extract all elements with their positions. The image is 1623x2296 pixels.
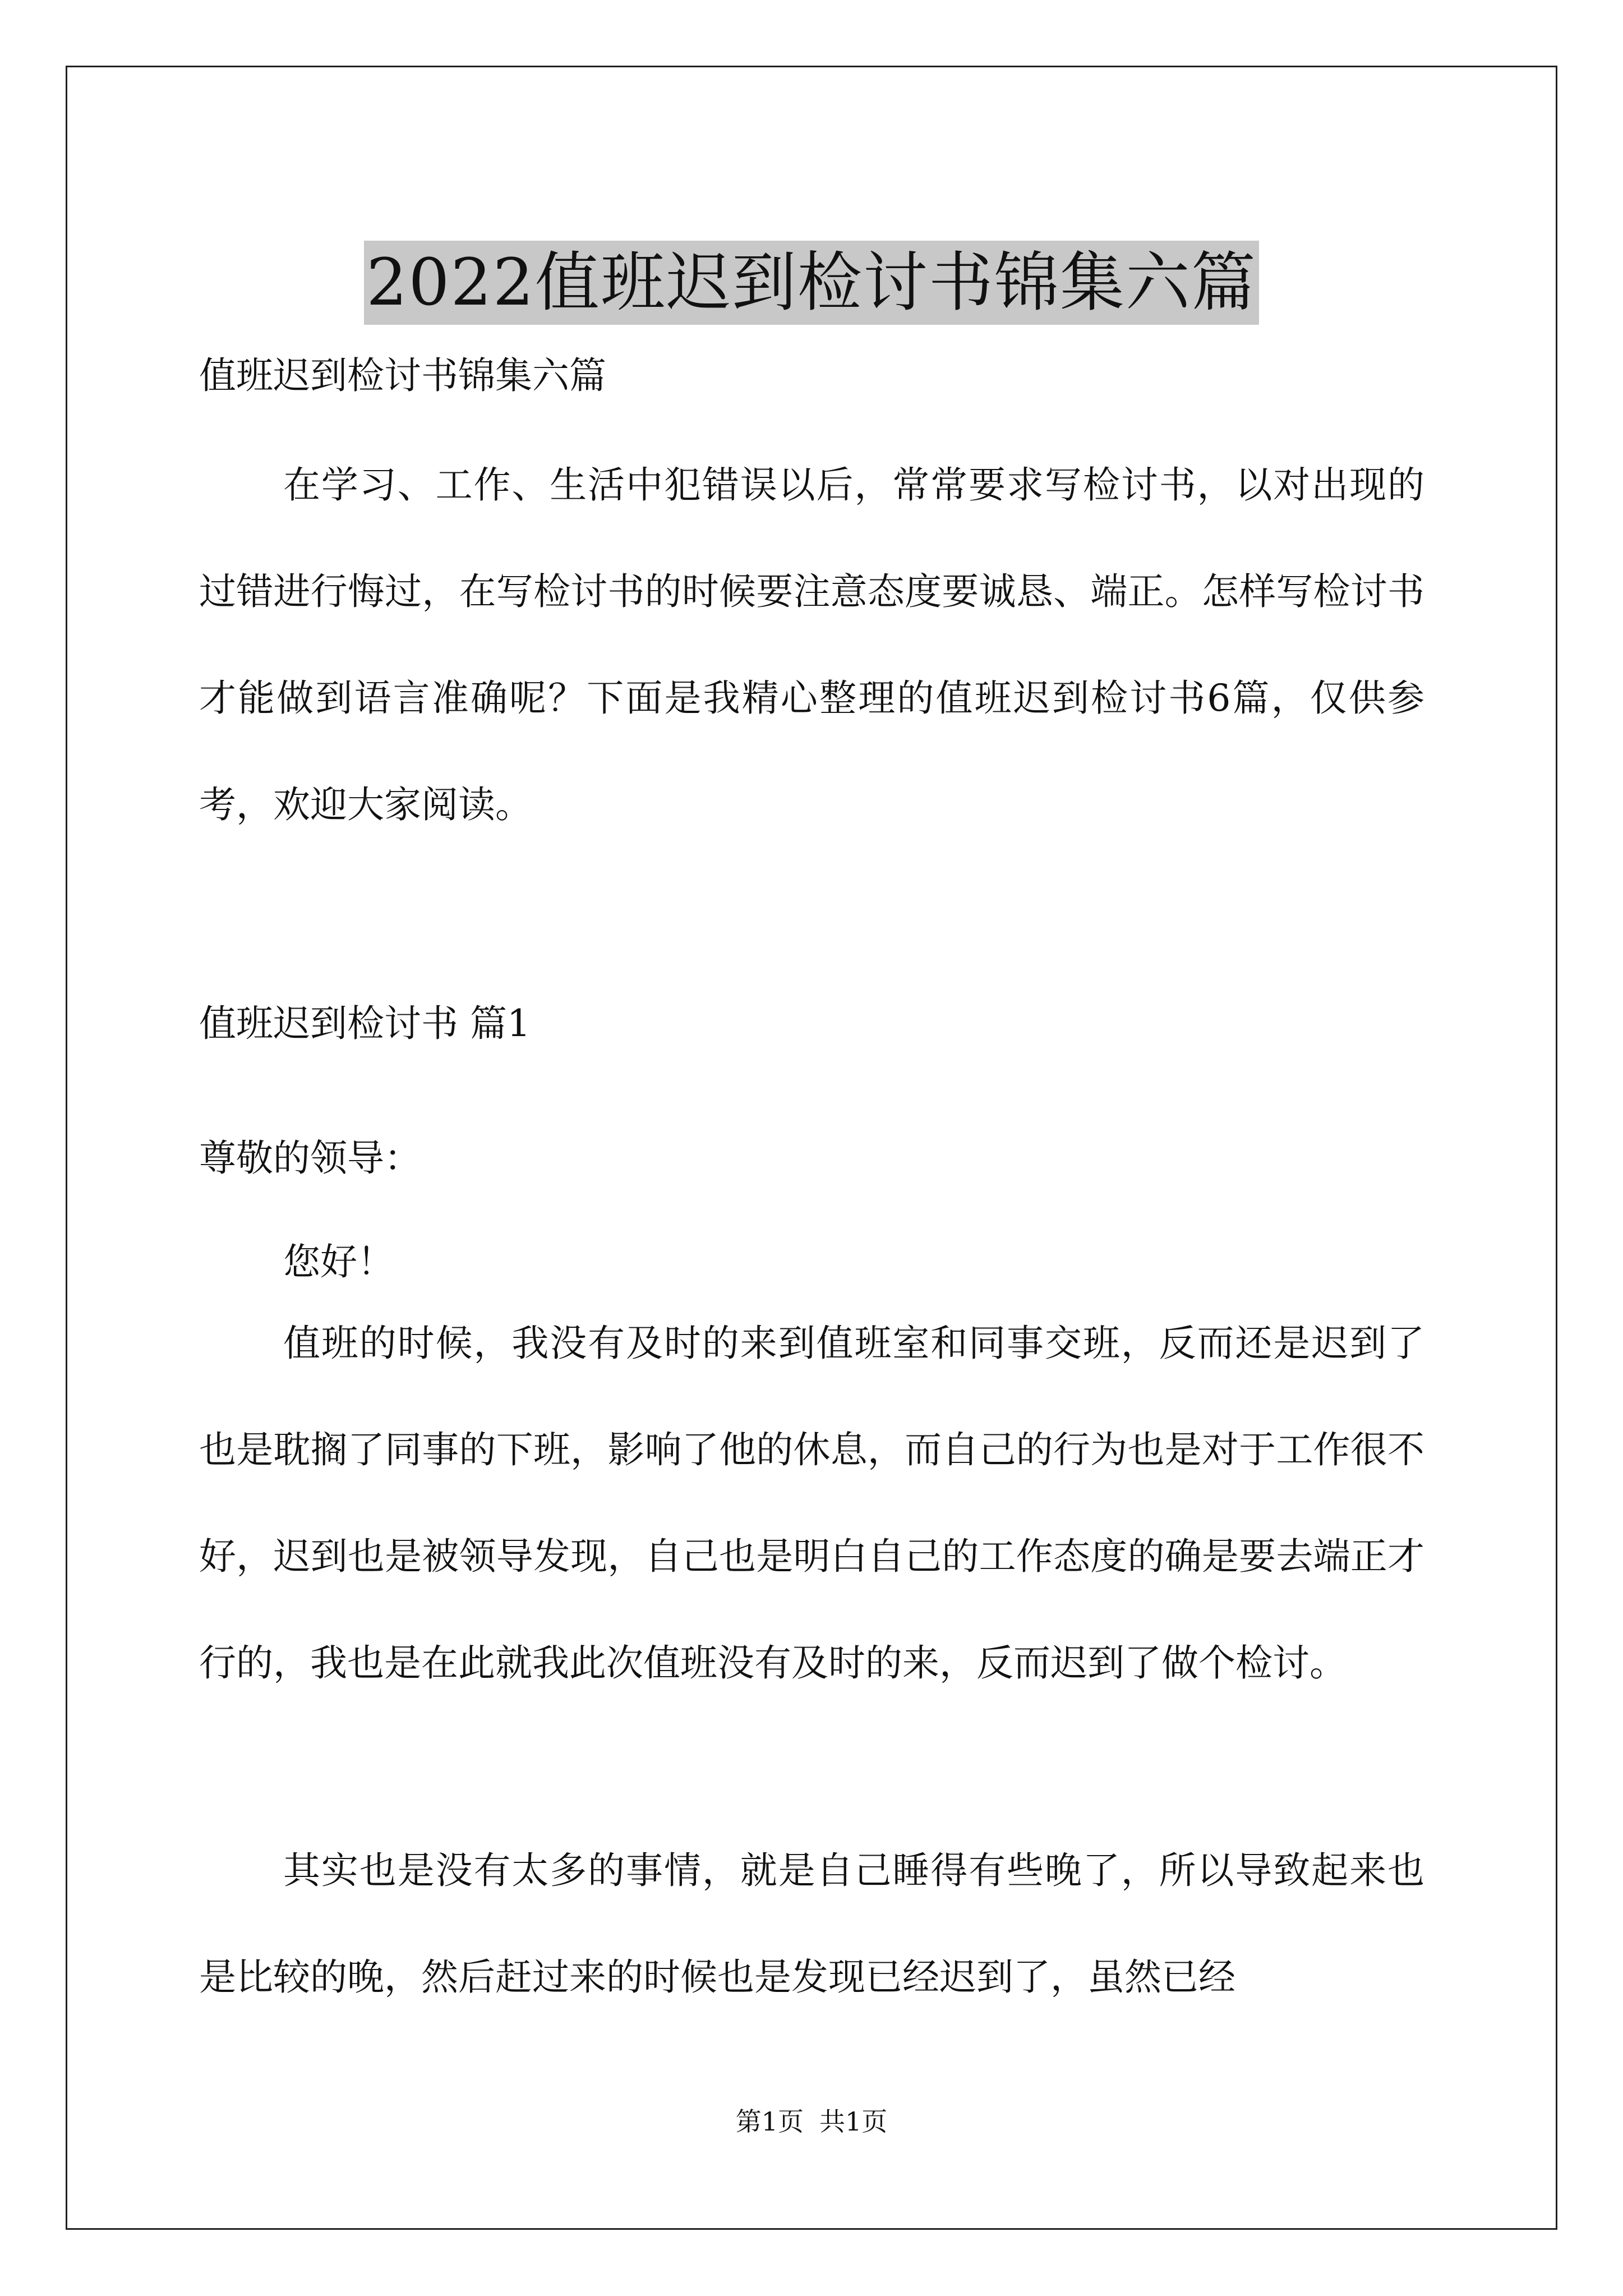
document-subtitle: 值班迟到检讨书锦集六篇: [199, 354, 606, 397]
intro-paragraph: 在学习、工作、生活中犯错误以后，常常要求写检讨书，以对出现的过错进行悔过，在写检讨书的时候要注意态度要诚恳、端正。怎样写检讨书才能做到语言准确呢？下面是我精心整理的值班迟到检讨书6篇，仅供参考，欢迎大家阅读。: [199, 463, 1424, 826]
page-number: 第1页: [735, 2106, 804, 2137]
total-pages: 共1页: [819, 2106, 888, 2137]
document-title-container: [0, 197, 1623, 368]
salutation: 尊敬的领导：: [199, 1137, 421, 1180]
section-heading: 值班迟到检讨书 篇1: [199, 1002, 531, 1045]
body-paragraph-2: 其实也是没有太多的事情，就是自己睡得有些晚了，所以导致起来也是比较的晚，然后赶过来的时候也是发现已经迟到了，虽然已经: [199, 1849, 1424, 1999]
body-paragraph-1: 值班的时候，我没有及时的来到值班室和同事交班，反而还是迟到了也是耽搁了同事的下班，影响了他的休息，而自己的行为也是对于工作很不好，迟到也是被领导发现，自己也是明白自己的工作态度的确是要去端正才行的，我也是在此就我此次值班没有及时的来，反而迟到了做个检讨。: [199, 1322, 1424, 1685]
page-footer: [0, 2105, 1623, 2138]
greeting: 您好！: [283, 1240, 394, 1283]
document-title: 2022值班迟到检讨书锦集六篇: [364, 241, 1259, 325]
